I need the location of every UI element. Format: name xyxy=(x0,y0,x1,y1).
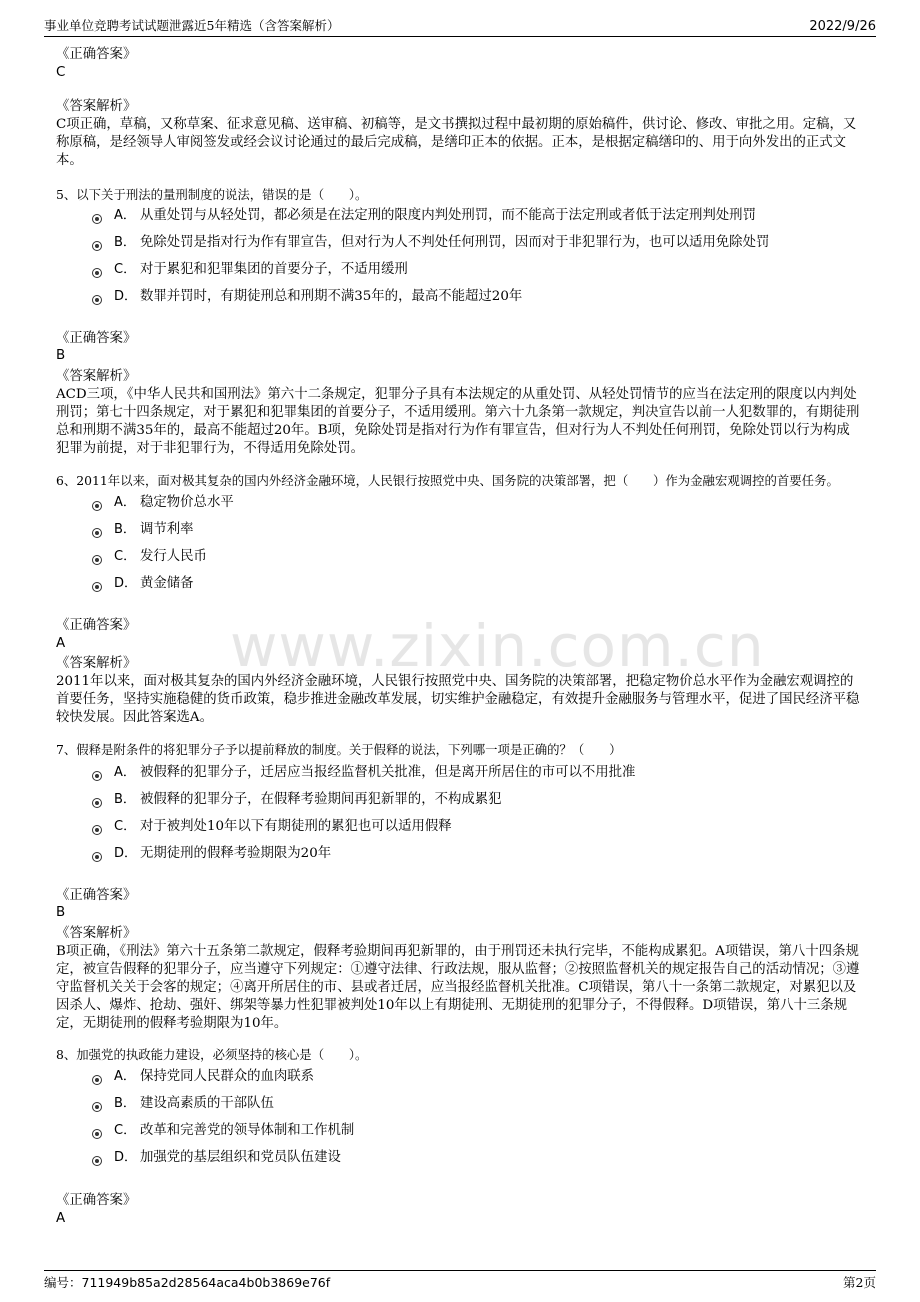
radio-icon[interactable] xyxy=(92,582,102,592)
answer-label: 《正确答案》 xyxy=(56,331,137,346)
option[interactable] xyxy=(92,763,872,783)
question-stem: 7、假释是附条件的将犯罪分子予以提前释放的制度。关于假释的说法，下列哪一项是正确的？（ ） xyxy=(56,742,622,757)
question-stem: 8、加强党的执政能力建设，必须坚持的核心是（ ）。 xyxy=(56,1047,368,1062)
option[interactable] xyxy=(92,287,872,307)
option-letter: A． xyxy=(114,208,136,223)
radio-icon[interactable] xyxy=(92,1156,102,1166)
option-letter: B． xyxy=(114,235,136,250)
radio-icon[interactable] xyxy=(92,1102,102,1112)
radio-icon[interactable] xyxy=(92,1129,102,1139)
option-text: 保持党同人民群众的血肉联系 xyxy=(140,1069,315,1084)
analysis-text: 2011年以来，面对极其复杂的国内外经济金融环境，人民银行按照党中央、国务院的决策部署，把稳定物价总水平作为金融宏观调控的首要任务，坚持实施稳健的货币政策，稳步推进金融改革发展，切实维护金融稳定，有效提升金融服务与管理水平，促进了国民经济平稳较快发展。因此答案选A。 xyxy=(56,674,860,725)
radio-icon[interactable] xyxy=(92,1075,102,1085)
option-letter: A． xyxy=(114,1069,136,1084)
option-text: 发行人民币 xyxy=(140,549,207,564)
option-letter: D． xyxy=(114,289,138,304)
answer-value: B xyxy=(56,905,66,920)
answer-value: A xyxy=(56,636,66,651)
option-text: 改革和完善党的领导体制和工作机制 xyxy=(140,1123,355,1138)
option[interactable] xyxy=(92,493,872,513)
option-letter: A． xyxy=(114,495,136,510)
option-text: 加强党的基层组织和党员队伍建设 xyxy=(140,1150,341,1165)
radio-icon[interactable] xyxy=(92,852,102,862)
option[interactable] xyxy=(92,206,872,226)
radio-icon[interactable] xyxy=(92,555,102,565)
analysis-text: C项正确，草稿，又称草案、征求意见稿、送审稿、初稿等，是文书撰拟过程中最初期的原始稿件，供讨论、修改、审批之用。定稿，又称原稿，是经领导人审阅签发或经会议讨论通过的最后完成稿，是缮印正本的依据。正本，是根据定稿缮印的、用于向外发出的正式文本。 xyxy=(56,117,857,168)
option-letter: D． xyxy=(114,576,138,591)
page-number: 第2页 xyxy=(843,1275,876,1290)
option[interactable] xyxy=(92,790,872,810)
option-letter: C． xyxy=(114,1123,137,1138)
document-date: 2022/9/26 xyxy=(809,19,876,34)
option-text: 对于累犯和犯罪集团的首要分子，不适用缓刑 xyxy=(140,262,408,277)
document-code: 编号：711949b85a2d28564aca4b0b3869e76f xyxy=(44,1275,331,1290)
radio-icon[interactable] xyxy=(92,268,102,278)
option-letter: A． xyxy=(114,765,136,780)
option[interactable] xyxy=(92,574,872,594)
option-text: 无期徒刑的假释考验期限为20年 xyxy=(140,846,332,861)
watermark: www.zixin.com.cn xyxy=(230,612,765,680)
option-letter: B． xyxy=(114,522,136,537)
option[interactable] xyxy=(92,233,872,253)
option-text: 被假释的犯罪分子，在假释考验期间再犯新罪的，不构成累犯 xyxy=(140,792,502,807)
answer-value: B xyxy=(56,348,66,363)
analysis-text: B项正确，《刑法》第六十五条第二款规定，假释考验期间再犯新罪的，由于刑罚还未执行完毕，不能构成累犯。A项错误，第八十四条规定，被宣告假释的犯罪分子，应当遵守下列规定：①遵守法律、行政法规，服从监督；②按照监督机关的规定报告自己的活动情况；③遵守监督机关关于会客的规定；④离开所居住的市、县或者迁居，应当报经监督机关批准。C项错误，第八十一条第二款规定，对累犯以及因杀人、爆炸、抢劫、强奸、绑架等暴力性犯罪被判处10年以上有期徒刑、无期徒刑的犯罪分子，不得假释。D项错误，第八十三条规定，无期徒刑的假释考验期限为10年。 xyxy=(56,944,860,1031)
option[interactable] xyxy=(92,547,872,567)
option-letter: C． xyxy=(114,262,137,277)
option-text: 从重处罚与从轻处罚，都必须是在法定刑的限度内判处刑罚，而不能高于法定刑或者低于法定刑判处刑罚 xyxy=(140,208,756,223)
radio-icon[interactable] xyxy=(92,241,102,251)
question-stem: 5、以下关于刑法的量刑制度的说法，错误的是（ ）。 xyxy=(56,187,368,202)
radio-icon[interactable] xyxy=(92,798,102,808)
option-text: 建设高素质的干部队伍 xyxy=(140,1096,274,1111)
option[interactable] xyxy=(92,1094,872,1114)
radio-icon[interactable] xyxy=(92,771,102,781)
option-text: 对于被判处10年以下有期徒刑的累犯也可以适用假释 xyxy=(140,819,452,834)
option-text: 稳定物价总水平 xyxy=(140,495,234,510)
question-stem: 6、2011年以来，面对极其复杂的国内外经济金融环境，人民银行按照党中央、国务院的决策部署，把（ ）作为金融宏观调控的首要任务。 xyxy=(56,473,839,488)
analysis-label: 《答案解析》 xyxy=(56,369,137,384)
option-letter: B． xyxy=(114,1096,136,1111)
option-letter: C． xyxy=(114,549,137,564)
analysis-label: 《答案解析》 xyxy=(56,656,137,671)
option-letter: C． xyxy=(114,819,137,834)
answer-label: 《正确答案》 xyxy=(56,888,137,903)
option-text: 数罪并罚时，有期徒刑总和刑期不满35年的，最高不能超过20年 xyxy=(140,289,523,304)
option-text: 免除处罚是指对行为作有罪宣告，但对行为人不判处任何刑罚，因而对于非犯罪行为，也可以适用免除处罚 xyxy=(140,235,770,250)
option[interactable] xyxy=(92,1148,872,1168)
option-text: 调节利率 xyxy=(140,522,194,537)
option[interactable] xyxy=(92,817,872,837)
option[interactable] xyxy=(92,1121,872,1141)
option[interactable] xyxy=(92,520,872,540)
answer-value: C xyxy=(56,65,66,80)
option-text: 被假释的犯罪分子，迁居应当报经监督机关批准，但是离开所居住的市可以不用批准 xyxy=(140,765,636,780)
option-letter: B． xyxy=(114,792,136,807)
radio-icon[interactable] xyxy=(92,214,102,224)
radio-icon[interactable] xyxy=(92,501,102,511)
analysis-label: 《答案解析》 xyxy=(56,99,137,114)
answer-value: A xyxy=(56,1211,66,1226)
answer-label: 《正确答案》 xyxy=(56,47,137,62)
option-letter: D． xyxy=(114,1150,138,1165)
radio-icon[interactable] xyxy=(92,295,102,305)
option[interactable] xyxy=(92,260,872,280)
option[interactable] xyxy=(92,1067,872,1087)
answer-label: 《正确答案》 xyxy=(56,1193,137,1208)
radio-icon[interactable] xyxy=(92,528,102,538)
page-footer xyxy=(44,1270,876,1291)
option[interactable] xyxy=(92,844,872,864)
page-header xyxy=(44,12,876,37)
analysis-label: 《答案解析》 xyxy=(56,926,137,941)
option-text: 黄金储备 xyxy=(140,576,194,591)
answer-label: 《正确答案》 xyxy=(56,618,137,633)
radio-icon[interactable] xyxy=(92,825,102,835)
document-title: 事业单位竞聘考试试题泄露近5年精选（含答案解析） xyxy=(44,18,340,33)
analysis-text: ACD三项，《中华人民共和国刑法》第六十二条规定，犯罪分子具有本法规定的从重处罚、从轻处罚情节的应当在法定刑的限度以内判处刑罚；第七十四条规定，对于累犯和犯罪集团的首要分子，不适用缓刑。第六十九条第一款规定，判决宣告以前一人犯数罪的，有期徒刑总和刑期不满35年的，最高不能超过20年。B项，免除处罚是指对行为作有罪宣告，但对行为人不判处任何刑罚，免除处罚以行为构成犯罪为前提，对于非犯罪行为，不得适用免除处罚。 xyxy=(56,387,860,456)
option-letter: D． xyxy=(114,846,138,861)
